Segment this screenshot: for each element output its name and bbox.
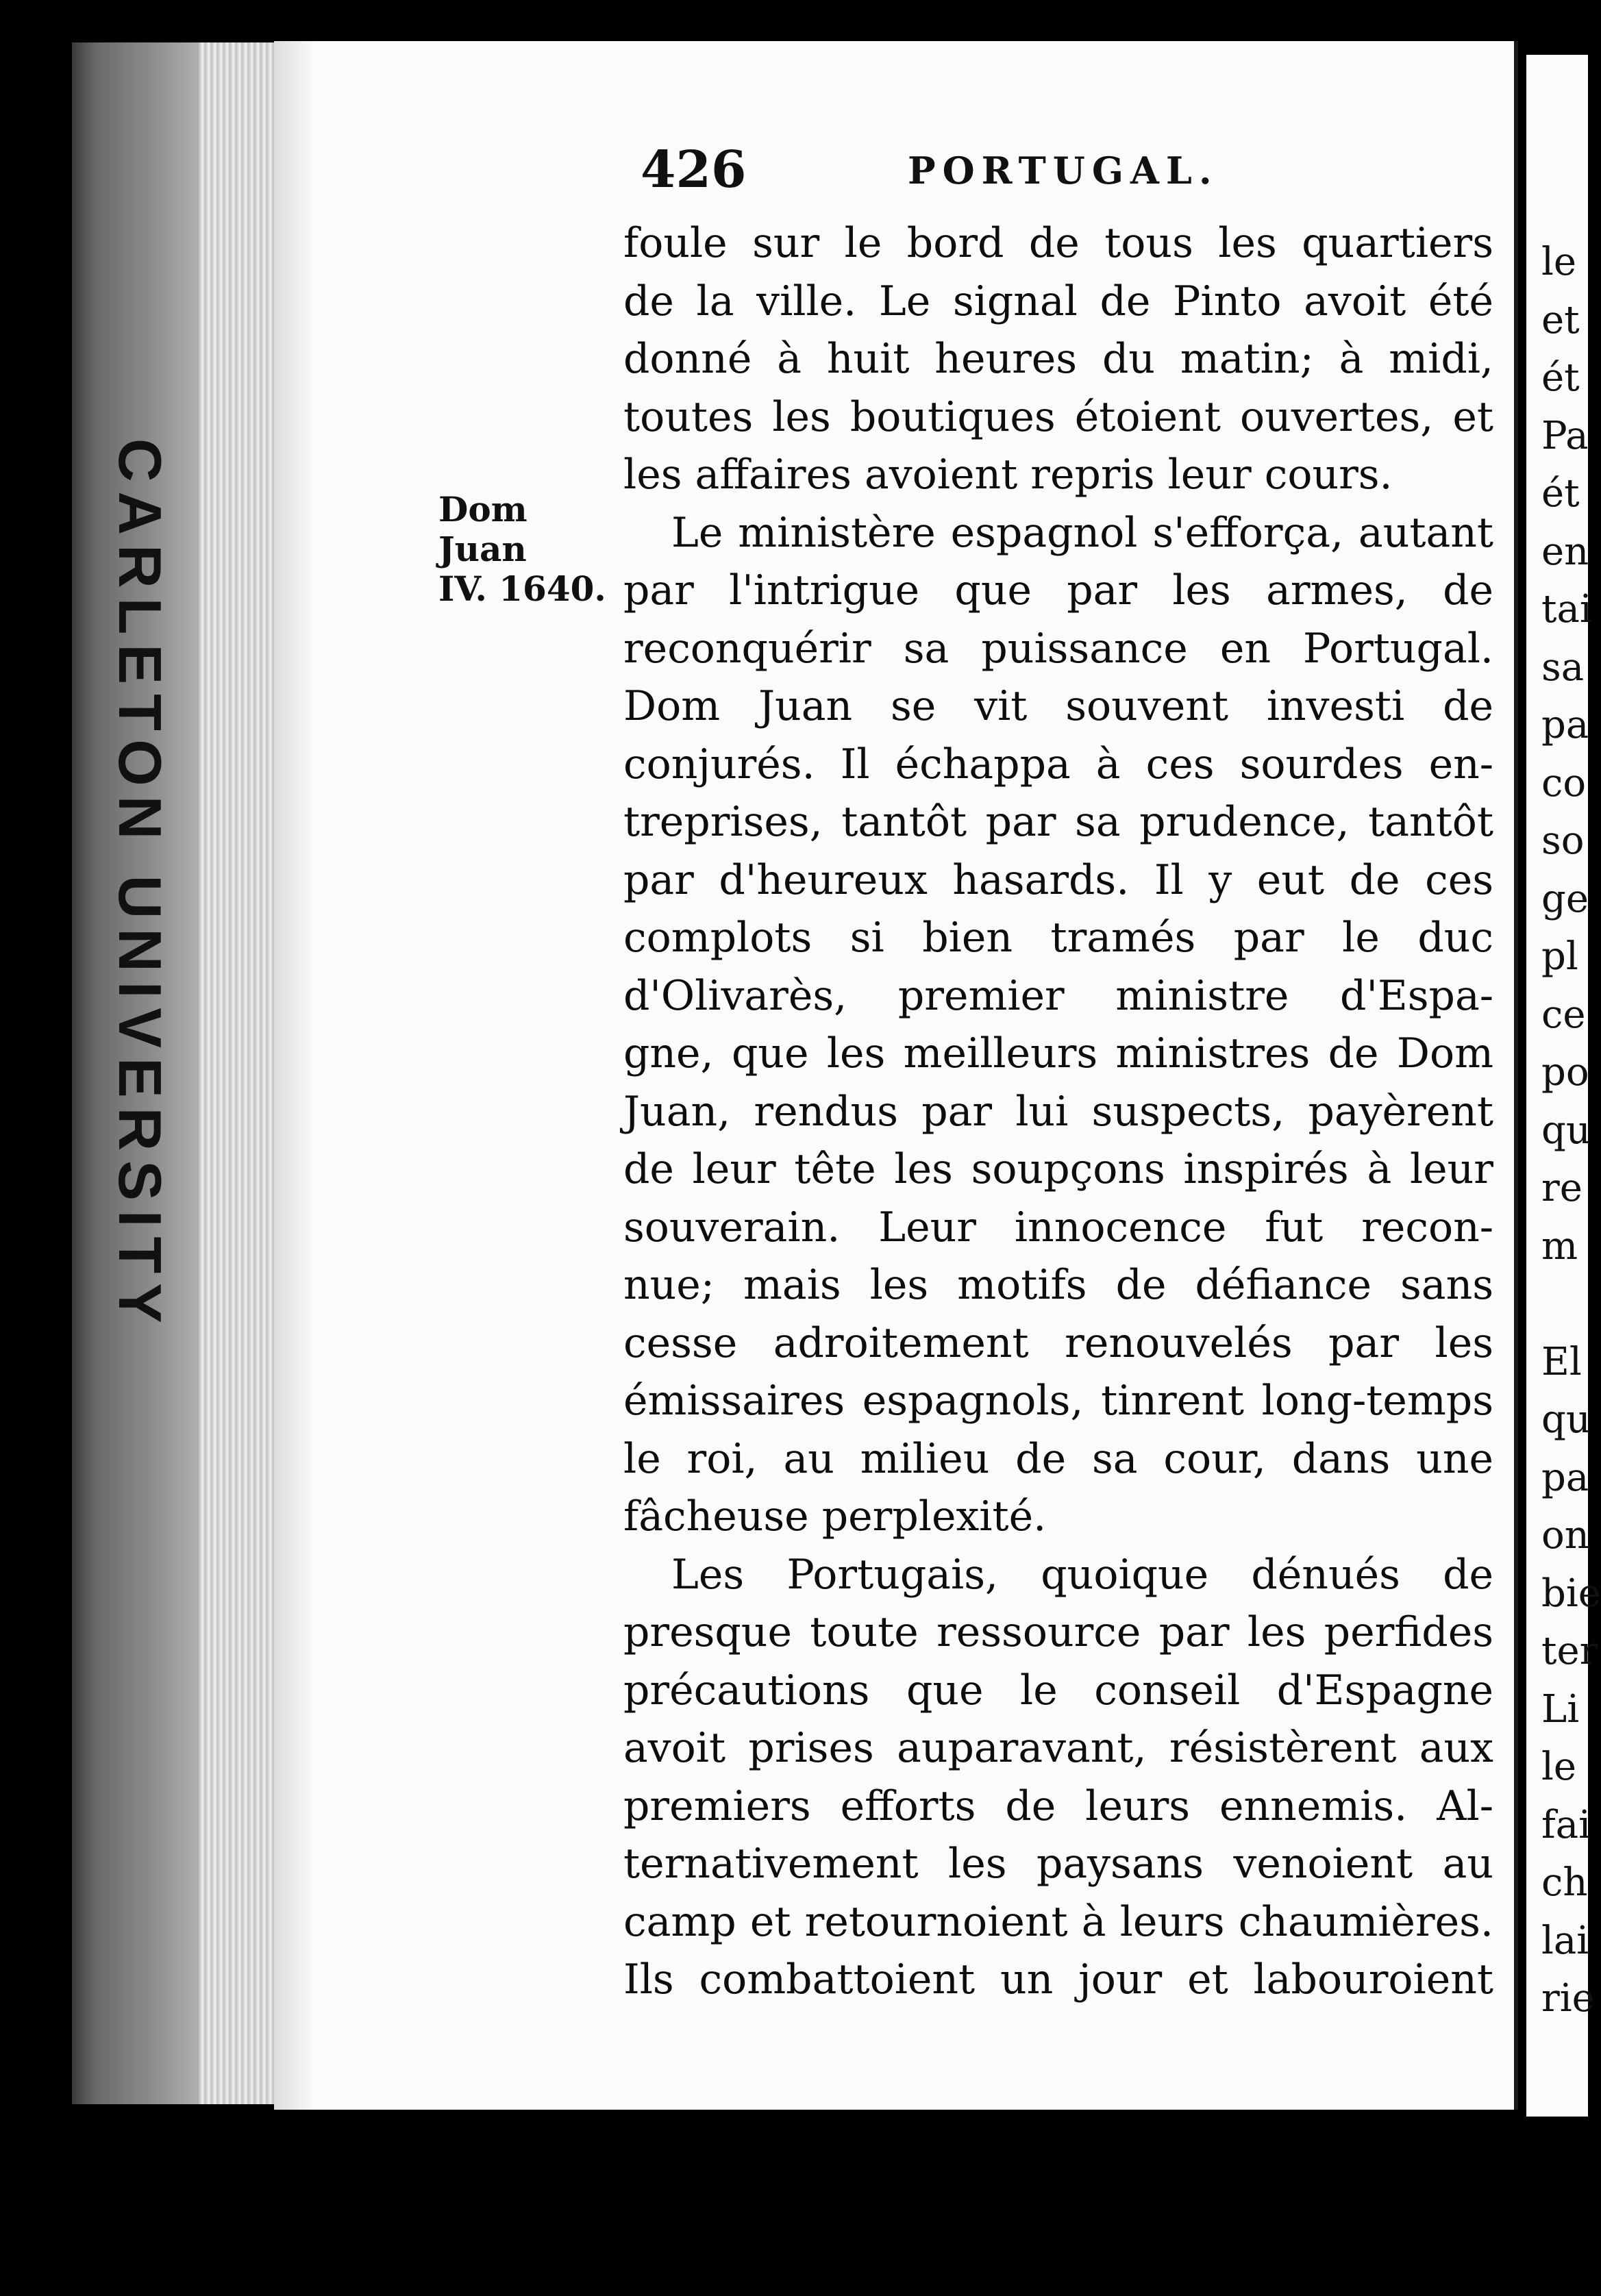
text-line: précautions que le conseil d'Espagne [623,1666,1493,1714]
text-line: Juan, rendus par lui suspects, payèrent [623,1087,1493,1136]
text-line: camp et retournoient à leurs chaumières. [623,1897,1493,1946]
facing-page-fragment: fai [1541,1802,1591,1847]
page-number: 426 [641,140,747,199]
facing-page-fragment: pl [1541,934,1578,979]
text-line: donné à huit heures du matin; à midi, [623,335,1493,383]
facing-page-fragment: bie [1541,1571,1601,1616]
text-line: par d'heureux hasards. Il y eut de ces [623,856,1493,904]
facing-page-fragment: so [1541,819,1585,863]
facing-page-fragment: qu [1541,1397,1591,1442]
page-header [641,140,1326,202]
facing-page [1526,55,1601,2117]
facing-page-fragment: pa [1541,703,1589,747]
gutter-shadow [274,41,315,2110]
facing-page-fragment: ter [1541,1629,1598,1673]
text-line: fâcheuse perplexité. [623,1493,1047,1540]
text-line: les affaires avoient repris leur cours. [623,451,1393,499]
facing-page-fragment: po [1541,1050,1589,1095]
facing-page-fragment: on [1541,1513,1589,1558]
text-line: émissaires espagnols, tinrent long-temps [623,1377,1493,1425]
text-line: Ils combattoient un jour et labouroient [623,1956,1493,2004]
text-line: de leur tête les soupçons inspirés à leur [623,1145,1493,1193]
text-line: Le ministère espagnol s'efforça, autant [671,508,1493,557]
text-line: complots si bien tramés par le duc [623,914,1493,962]
facing-page-fragment: sa [1541,645,1585,690]
facing-page-fragment: ge [1541,876,1589,921]
facing-page-fragment: co [1541,760,1587,806]
text-line: cesse adroitement renouvelés par les [623,1319,1493,1367]
text-line: reconquérir sa puissance en Portugal. [623,624,1493,673]
margin-note [438,490,617,609]
text-line: treprises, tantôt par sa prudence, tantôt [623,798,1493,846]
text-line: Les Portugais, quoique dénués de [671,1550,1493,1599]
text-line: avoit prises auparavant, résistèrent aux [623,1724,1493,1772]
library-stamp: CARLETON UNIVERSITY [106,438,174,1333]
facing-page-fragment: pa [1541,1455,1589,1500]
facing-page-fragment: Li [1541,1686,1580,1732]
facing-page-fragment: tai [1541,587,1592,632]
facing-page-fragment: Pa [1541,413,1589,458]
text-line: toutes les boutiques étoient ouvertes, et [623,392,1493,441]
text-line: nue; mais les motifs de défiance sans [623,1261,1493,1309]
text-line: conjurés. Il échappa à ces sourdes en- [623,740,1493,788]
facing-page-fragment: ét [1541,471,1580,516]
facing-page-fragment: le [1541,1745,1577,1789]
text-line: par l'intrigue que par les armes, de [623,566,1493,614]
running-head: PORTUGAL. [908,149,1219,192]
facing-page-fragment: lai [1541,1918,1589,1963]
text-line: d'Olivarès, premier ministre d'Espa- [623,971,1493,1020]
text-line: de la ville. Le signal de Pinto avoit été [623,277,1493,325]
text-line: souverain. Leur innocence fut recon- [623,1203,1493,1251]
page-block-edge [199,42,274,2104]
facing-page-fragment: re [1541,1166,1583,1210]
facing-page-fragment: et [1541,297,1580,342]
text-line: ternativement les paysans venoient au [623,1840,1493,1888]
facing-page-fragment: El [1541,1339,1582,1384]
text-line: presque toute ressource par les perfides [623,1608,1493,1656]
margin-note-line: IV. 1640. [438,569,606,609]
text-line: foule sur le bord de tous les quartiers [623,219,1493,267]
facing-page-fragment: le [1541,240,1577,284]
facing-page-fragment: ch [1541,1860,1588,1905]
facing-page-fragment: rie [1541,1976,1595,2021]
facing-page-fragment: ce [1541,992,1586,1037]
facing-page-fragment: qu [1541,1108,1591,1153]
text-line: Dom Juan se vit souvent investi de [623,682,1493,730]
text-line: le roi, au milieu de sa cour, dans une [623,1434,1493,1483]
margin-note-line: Dom Juan [438,489,528,569]
facing-page-fragment: m [1541,1223,1578,1269]
facing-page-fragment: en [1541,529,1589,574]
facing-page-fragment: ét [1541,355,1580,400]
text-line: gne, que les meilleurs ministres de Dom [623,1030,1493,1077]
text-line: premiers efforts de leurs ennemis. Al- [623,1782,1493,1830]
